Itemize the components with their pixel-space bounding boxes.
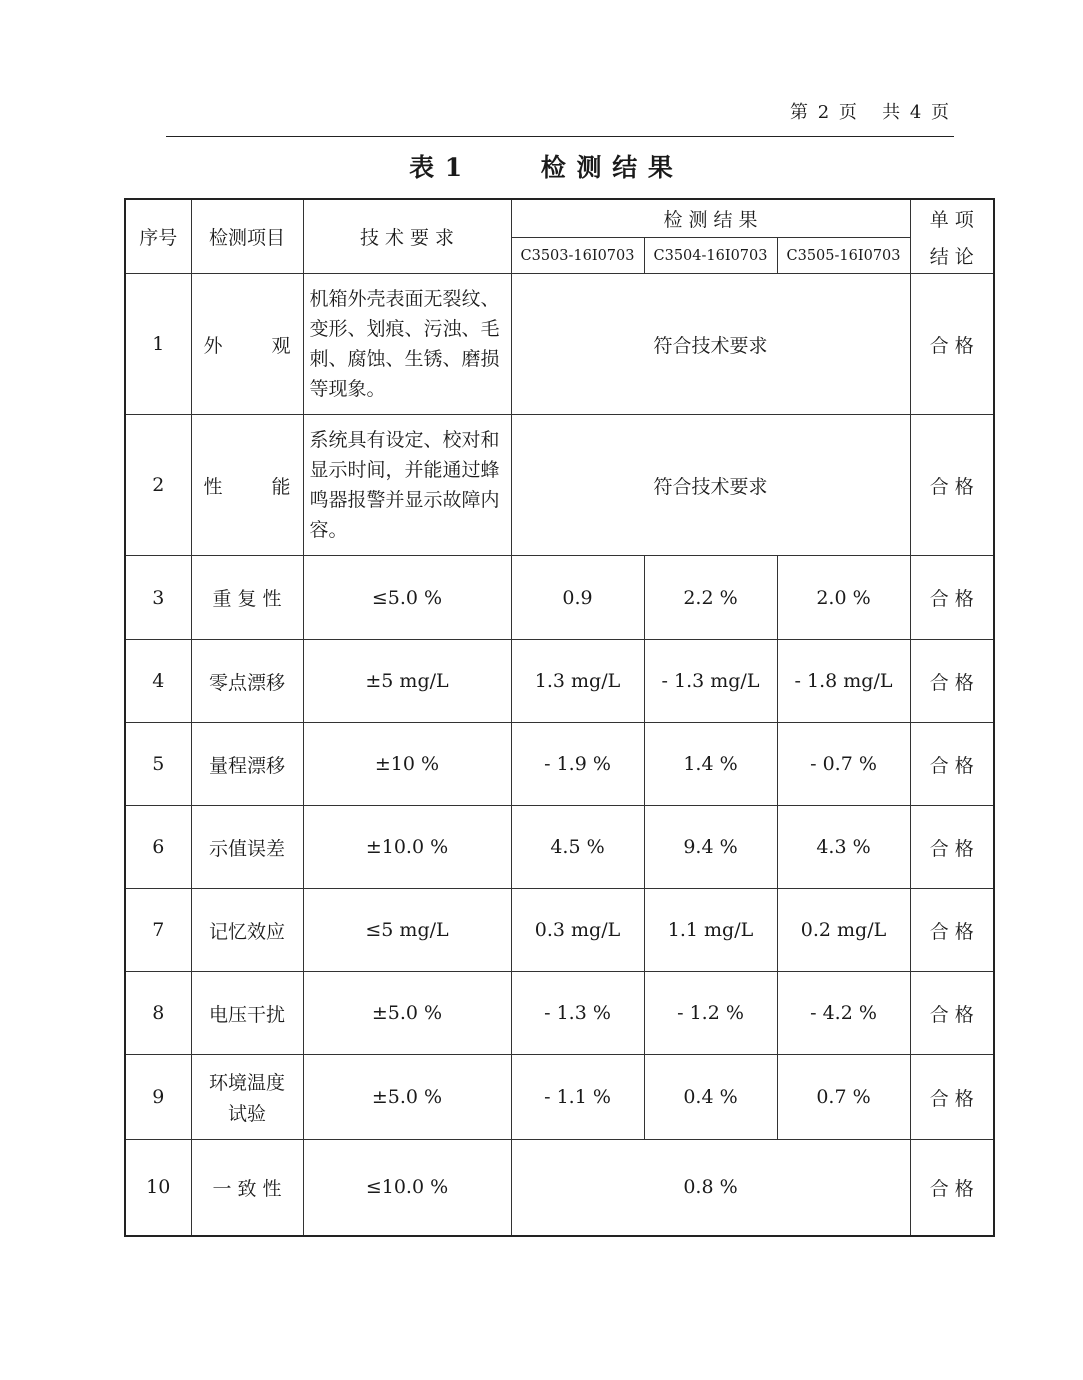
row-result-2: 1.4 % <box>644 723 777 806</box>
row-item: 重 复 性 <box>191 556 303 640</box>
table-row <box>125 1055 994 1140</box>
row-item-char: 性 <box>203 475 223 498</box>
row-result-1: - 1.1 % <box>511 1055 644 1140</box>
row-item-line2: 试验 <box>227 1103 266 1125</box>
row-index: 10 <box>125 1140 191 1236</box>
row-result-2: 9.4 % <box>644 806 777 889</box>
table-row <box>125 415 994 556</box>
row-conclusion: 合 格 <box>910 556 994 640</box>
header-sample-3: C3505-16I0703 <box>777 238 910 274</box>
row-index: 2 <box>125 415 191 556</box>
table-row <box>125 806 994 889</box>
row-result-3: - 4.2 % <box>777 972 910 1055</box>
row-item <box>191 1055 303 1140</box>
row-item: 量程漂移 <box>191 723 303 806</box>
row-conclusion: 合 格 <box>910 1055 994 1140</box>
row-result-2: - 1.3 mg/L <box>644 640 777 723</box>
row-result-3: 0.2 mg/L <box>777 889 910 972</box>
row-index: 8 <box>125 972 191 1055</box>
row-result-2: - 1.2 % <box>644 972 777 1055</box>
row-requirement: 系统具有设定、校对和显示时间，并能通过蜂鸣器报警并显示故障内容。 <box>303 415 511 556</box>
row-result-2: 0.4 % <box>644 1055 777 1140</box>
table-row <box>125 556 994 640</box>
row-item: 一 致 性 <box>191 1140 303 1236</box>
row-item: 零点漂移 <box>191 640 303 723</box>
row-requirement: ±10.0 % <box>303 806 511 889</box>
row-result-3: - 0.7 % <box>777 723 910 806</box>
row-result-merged: 符合技术要求 <box>511 274 910 415</box>
table-row <box>125 1140 994 1236</box>
row-result-3: 0.7 % <box>777 1055 910 1140</box>
table-row <box>125 640 994 723</box>
table-row <box>125 972 994 1055</box>
row-requirement: ±10 % <box>303 723 511 806</box>
row-conclusion: 合 格 <box>910 415 994 556</box>
header-item: 检测项目 <box>191 199 303 274</box>
row-item-char: 能 <box>271 475 291 498</box>
row-item: 记忆效应 <box>191 889 303 972</box>
row-item <box>191 415 303 556</box>
row-index: 7 <box>125 889 191 972</box>
row-conclusion: 合 格 <box>910 274 994 415</box>
row-item-line1: 环境温度 <box>208 1072 285 1094</box>
row-conclusion: 合 格 <box>910 1140 994 1236</box>
row-index: 6 <box>125 806 191 889</box>
row-result-merged: 符合技术要求 <box>511 415 910 556</box>
row-item-char: 外 <box>203 334 223 357</box>
header-rule <box>166 136 954 137</box>
row-index: 5 <box>125 723 191 806</box>
row-requirement: ≤5 mg/L <box>303 889 511 972</box>
row-conclusion: 合 格 <box>910 806 994 889</box>
header-results: 检 测 结 果 <box>511 199 910 238</box>
row-index: 4 <box>125 640 191 723</box>
row-requirement: ≤10.0 % <box>303 1140 511 1236</box>
row-result-3: 2.0 % <box>777 556 910 640</box>
header-index: 序号 <box>125 199 191 274</box>
row-requirement: ±5.0 % <box>303 972 511 1055</box>
header-conclusion-line1: 单 项 <box>929 208 974 231</box>
row-result-1: 0.3 mg/L <box>511 889 644 972</box>
row-item <box>191 274 303 415</box>
row-item: 电压干扰 <box>191 972 303 1055</box>
row-result-1: 1.3 mg/L <box>511 640 644 723</box>
row-result-1: 0.9 <box>511 556 644 640</box>
page-number: 第 2 页 共 4 页 <box>790 102 951 123</box>
row-requirement: ≤5.0 % <box>303 556 511 640</box>
row-conclusion: 合 格 <box>910 972 994 1055</box>
row-result-merged: 0.8 % <box>511 1140 910 1236</box>
row-result-1: - 1.9 % <box>511 723 644 806</box>
header-sample-2: C3504-16I0703 <box>644 238 777 274</box>
header-requirement: 技 术 要 求 <box>303 199 511 274</box>
results-table <box>124 198 995 1237</box>
row-item-char: 观 <box>271 334 291 357</box>
row-requirement: ±5.0 % <box>303 1055 511 1140</box>
row-conclusion: 合 格 <box>910 889 994 972</box>
table-header-row <box>125 199 994 238</box>
row-requirement: ±5 mg/L <box>303 640 511 723</box>
row-index: 3 <box>125 556 191 640</box>
header-conclusion-line2: 结 论 <box>929 245 974 268</box>
row-result-3: - 1.8 mg/L <box>777 640 910 723</box>
row-conclusion: 合 格 <box>910 640 994 723</box>
table-row <box>125 274 994 415</box>
table-title: 表 1 检 测 结 果 <box>409 153 674 182</box>
row-index: 1 <box>125 274 191 415</box>
row-result-1: - 1.3 % <box>511 972 644 1055</box>
row-result-2: 2.2 % <box>644 556 777 640</box>
row-index: 9 <box>125 1055 191 1140</box>
row-requirement: 机箱外壳表面无裂纹、变形、划痕、污浊、毛刺、腐蚀、生锈、磨损等现象。 <box>303 274 511 415</box>
header-conclusion <box>910 199 994 274</box>
row-result-3: 4.3 % <box>777 806 910 889</box>
table-row <box>125 889 994 972</box>
table-row <box>125 723 994 806</box>
header-sample-1: C3503-16I0703 <box>511 238 644 274</box>
row-result-1: 4.5 % <box>511 806 644 889</box>
row-result-2: 1.1 mg/L <box>644 889 777 972</box>
row-item: 示值误差 <box>191 806 303 889</box>
row-conclusion: 合 格 <box>910 723 994 806</box>
